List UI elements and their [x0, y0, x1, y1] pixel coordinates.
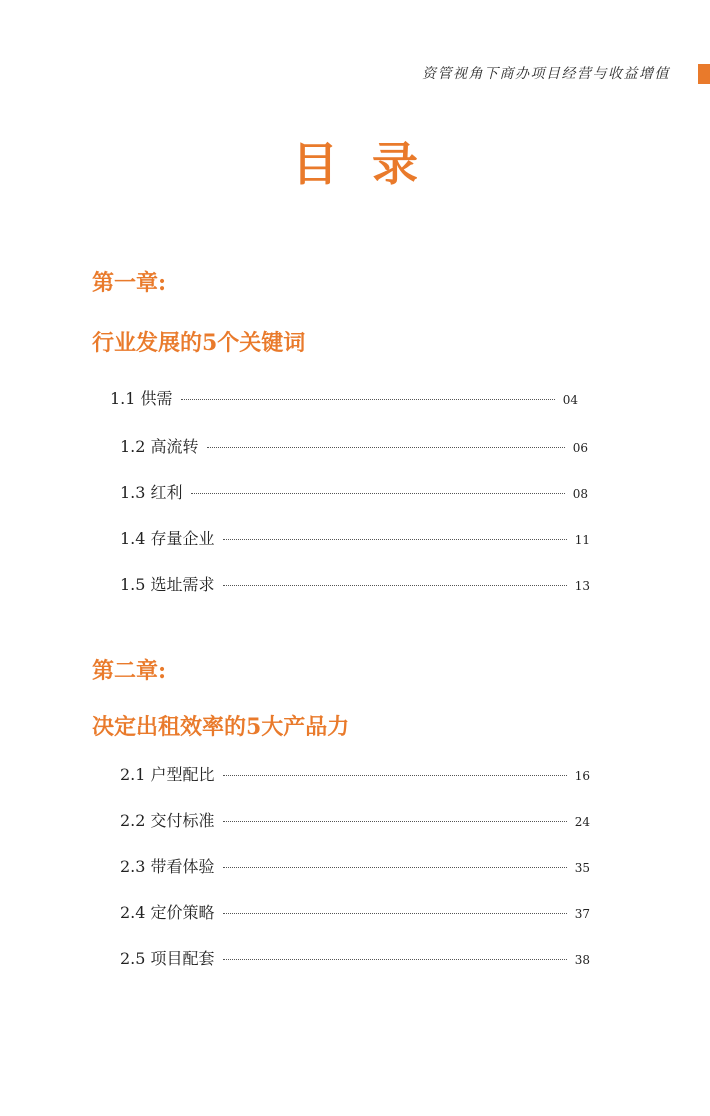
toc-entry[interactable] [120, 434, 588, 457]
chapter-1-title: 行业发展的5个关键词 [92, 330, 306, 356]
toc-entry[interactable] [120, 900, 590, 923]
toc-entry-label: 1.5 选址需求 [120, 575, 215, 594]
toc-entry-label: 1.1 供需 [110, 389, 173, 408]
toc-entry-label: 2.3 带看体验 [120, 857, 215, 876]
toc-entry-label: 1.2 高流转 [120, 437, 199, 456]
toc-entry-page: 08 [572, 487, 588, 501]
toc-entry[interactable] [120, 946, 590, 969]
toc-entry[interactable] [120, 854, 590, 877]
header-accent-bar [698, 64, 710, 84]
toc-leader-dots [181, 399, 555, 400]
chapter-2-label: 第二章: [92, 658, 167, 684]
toc-entry-label: 2.1 户型配比 [120, 765, 215, 784]
toc-entry-label: 1.4 存量企业 [120, 529, 215, 548]
chapter-1-label: 第一章: [92, 270, 167, 296]
toc-entry-page: 04 [562, 393, 578, 407]
toc-leader-dots [223, 775, 567, 776]
toc-entry-page: 06 [572, 441, 588, 455]
toc-leader-dots [223, 821, 567, 822]
toc-entry-label: 1.3 红利 [120, 483, 183, 502]
running-header: 资管视角下商办项目经营与收益增值 [422, 66, 670, 82]
toc-leader-dots [223, 959, 567, 960]
toc-entry[interactable] [120, 480, 588, 503]
toc-entry-page: 16 [574, 769, 590, 783]
toc-entry[interactable] [110, 386, 578, 409]
chapter-2-title: 决定出租效率的5大产品力 [92, 714, 350, 740]
toc-entry-page: 11 [574, 533, 590, 547]
toc-leader-dots [223, 913, 567, 914]
toc-entry-page: 38 [574, 953, 590, 967]
toc-entry-label: 2.2 交付标准 [120, 811, 215, 830]
toc-entry[interactable] [120, 572, 590, 595]
toc-entry-label: 2.4 定价策略 [120, 903, 215, 922]
toc-entry-page: 13 [574, 579, 590, 593]
page-title: 目录 [292, 137, 452, 191]
toc-entry[interactable] [120, 808, 590, 831]
toc-entry[interactable] [120, 526, 590, 549]
toc-leader-dots [207, 447, 565, 448]
toc-entry-page: 24 [574, 815, 590, 829]
toc-entry-page: 37 [574, 907, 590, 921]
toc-entry-page: 35 [574, 861, 590, 875]
toc-leader-dots [191, 493, 565, 494]
toc-leader-dots [223, 867, 567, 868]
toc-leader-dots [223, 585, 567, 586]
toc-entry[interactable] [120, 762, 590, 785]
toc-entry-label: 2.5 项目配套 [120, 949, 215, 968]
toc-leader-dots [223, 539, 567, 540]
